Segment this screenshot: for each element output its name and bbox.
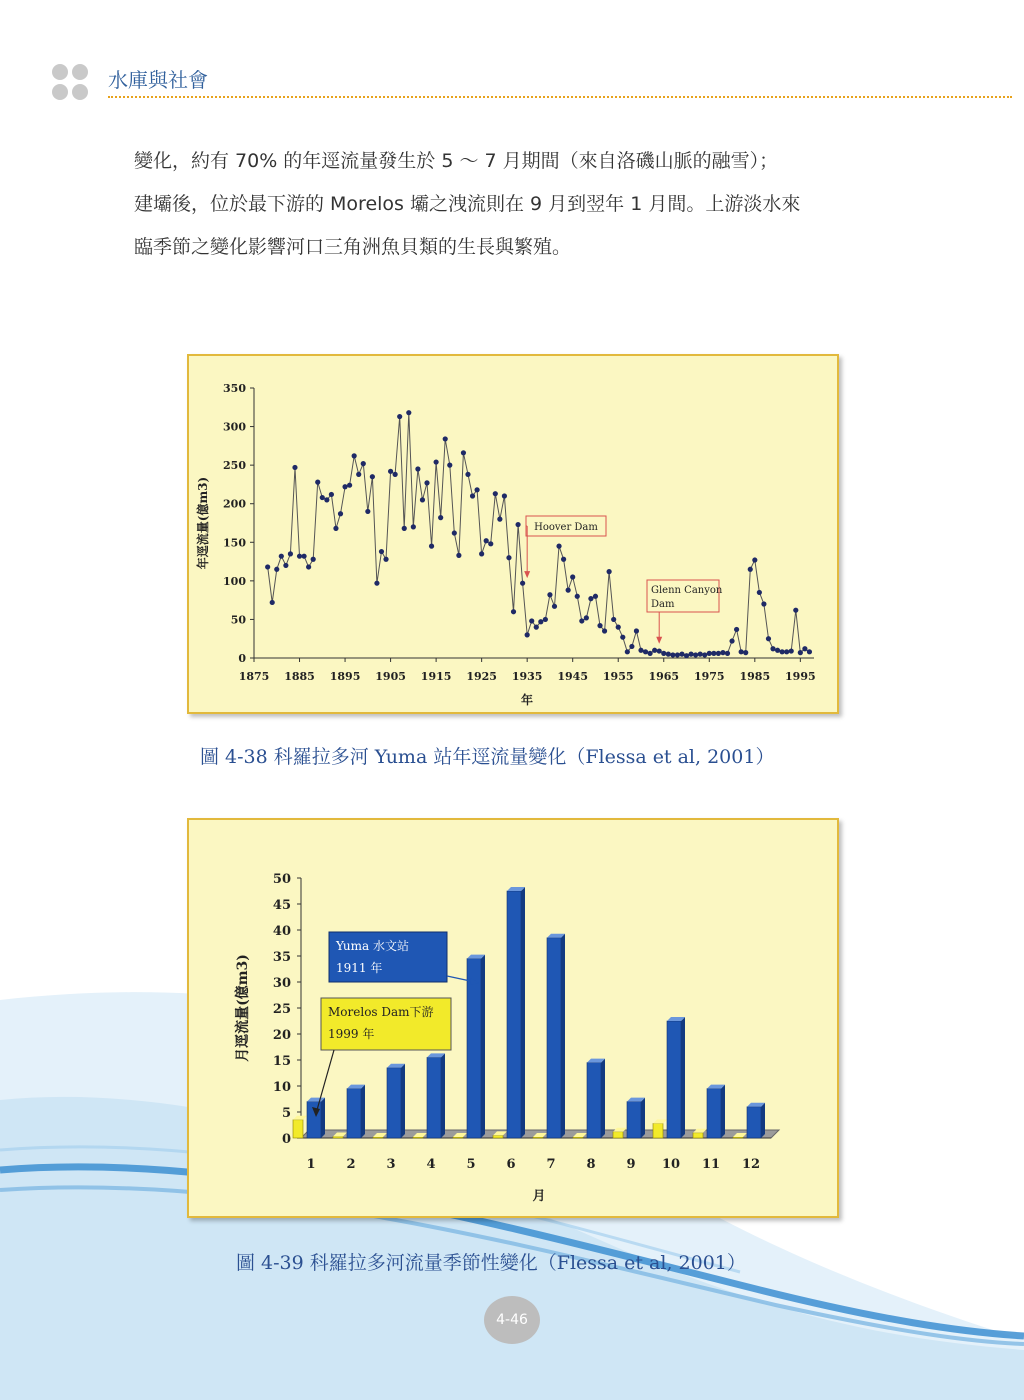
data-point [520, 581, 525, 586]
bar-yuma [587, 1063, 601, 1138]
data-point [283, 563, 288, 568]
x-tick-label: 11 [701, 1157, 721, 1172]
data-point [338, 511, 343, 516]
data-point [511, 609, 516, 614]
bar-morelos [333, 1136, 343, 1138]
data-point [702, 652, 707, 657]
data-point [593, 594, 598, 599]
data-point [775, 648, 780, 653]
data-point [743, 650, 748, 655]
data-point [616, 625, 621, 630]
data-point [538, 619, 543, 624]
page-number: 4-46 [484, 1296, 540, 1344]
bar-side [361, 1085, 365, 1138]
y-tick-label: 10 [272, 1080, 291, 1095]
data-point [780, 649, 785, 654]
data-point [438, 515, 443, 520]
data-point [424, 480, 429, 485]
y-tick-label: 350 [223, 382, 246, 395]
data-point [652, 648, 657, 653]
data-point [739, 649, 744, 654]
data-point [365, 509, 370, 514]
data-point [748, 567, 753, 572]
y-tick-label: 200 [223, 497, 246, 511]
data-point [711, 651, 716, 656]
data-point [434, 459, 439, 464]
bar-top [653, 1119, 667, 1123]
y-axis-label: 月逕流量(億m3) [235, 954, 251, 1062]
data-point [388, 469, 393, 474]
data-point [688, 652, 693, 657]
data-point [447, 463, 452, 468]
y-tick-label: 5 [281, 1106, 291, 1121]
annotation-glenn-canyon: Glenn Canyon [651, 585, 723, 596]
y-tick-label: 0 [238, 652, 246, 665]
data-point [761, 601, 766, 606]
x-tick-label: 1925 [466, 670, 497, 683]
x-tick-label: 1875 [238, 670, 270, 683]
x-tick-label: 2 [346, 1157, 356, 1172]
data-point [661, 651, 666, 656]
bar-side [601, 1059, 605, 1138]
data-point [675, 652, 680, 657]
data-point [402, 526, 407, 531]
data-point [479, 551, 484, 556]
y-tick-label: 30 [272, 976, 291, 991]
y-tick-label: 300 [223, 420, 246, 434]
data-point [379, 549, 384, 554]
y-axis-label: 年逕流量(億m3) [196, 476, 210, 570]
data-point [320, 495, 325, 500]
bar-morelos [453, 1137, 463, 1138]
data-point [443, 436, 448, 441]
data-point [515, 522, 520, 527]
data-point [634, 628, 639, 633]
data-point [547, 592, 552, 597]
data-point [575, 594, 580, 599]
bar-morelos [653, 1123, 663, 1138]
data-point [270, 600, 275, 605]
annotation-dam: Dam [651, 599, 675, 610]
annual-flow-chart [189, 356, 837, 712]
legend-yuma-line1: Yuma 水文站 [336, 939, 409, 953]
x-tick-label: 1935 [511, 670, 543, 683]
data-point [579, 618, 584, 623]
data-point [534, 625, 539, 630]
data-point [529, 618, 534, 623]
bar-yuma [667, 1021, 681, 1138]
legend-morelos-line1: Morelos Dam下游 [328, 1005, 434, 1019]
data-point [411, 524, 416, 529]
legend-pointer-morelos [317, 1050, 334, 1110]
page-header [52, 62, 1012, 102]
y-tick-label: 15 [272, 1054, 291, 1069]
data-point [716, 651, 721, 656]
data-point [698, 652, 703, 657]
x-tick-label: 1885 [284, 670, 315, 683]
header-title: 水庫與社會 [108, 68, 208, 92]
data-point [315, 480, 320, 485]
arrowhead [656, 637, 662, 644]
y-tick-label: 100 [223, 574, 246, 588]
data-point [757, 590, 762, 595]
x-tick-label: 1965 [648, 670, 680, 683]
data-point [725, 651, 730, 656]
data-point [766, 636, 771, 641]
data-point [506, 555, 511, 560]
y-tick-label: 150 [223, 536, 246, 550]
data-point [611, 617, 616, 622]
data-point [597, 623, 602, 628]
bar-yuma [547, 938, 561, 1138]
data-point [670, 652, 675, 657]
bar-side [321, 1098, 325, 1138]
bar-yuma [467, 959, 481, 1138]
x-tick-label: 10 [661, 1157, 681, 1172]
data-point [802, 646, 807, 651]
data-point [484, 538, 489, 543]
data-point [461, 450, 466, 455]
data-point [789, 648, 794, 653]
x-tick-label: 1 [306, 1157, 316, 1172]
x-tick-label: 3 [386, 1157, 396, 1172]
body-text [134, 140, 924, 269]
data-point [333, 526, 338, 531]
bar-side [401, 1064, 405, 1138]
bar-yuma [627, 1102, 641, 1138]
x-tick-label: 1895 [329, 670, 361, 683]
data-point [643, 649, 648, 654]
body-line: 臨季節之變化影響河口三角洲魚貝類的生長與繁殖。 [134, 236, 572, 258]
data-point [279, 554, 284, 559]
data-point [288, 551, 293, 556]
data-point [406, 410, 411, 415]
data-point [383, 557, 388, 562]
data-point [352, 453, 357, 458]
data-point [679, 652, 684, 657]
bar-side [521, 887, 525, 1138]
data-point [647, 651, 652, 656]
data-point [488, 541, 493, 546]
bar-morelos [373, 1137, 383, 1138]
bar-side [441, 1053, 445, 1138]
bar-morelos [493, 1135, 503, 1138]
data-point [729, 638, 734, 643]
data-point [374, 581, 379, 586]
y-tick-label: 35 [272, 950, 291, 965]
data-point [329, 492, 334, 497]
data-point [470, 493, 475, 498]
x-tick-label: 7 [546, 1157, 556, 1172]
x-tick-label: 8 [586, 1157, 596, 1172]
data-point [607, 569, 612, 574]
bar-yuma [427, 1057, 441, 1138]
data-point [629, 644, 634, 649]
y-tick-label: 0 [281, 1132, 291, 1147]
data-point [301, 554, 306, 559]
data-point [657, 648, 662, 653]
data-point [474, 487, 479, 492]
x-tick-label: 6 [506, 1157, 516, 1172]
data-point [570, 574, 575, 579]
data-point [784, 649, 789, 654]
x-tick-label: 1985 [739, 670, 771, 683]
data-point [566, 588, 571, 593]
x-axis-label: 月 [532, 1189, 546, 1204]
header-divider [108, 96, 1012, 98]
data-point [452, 530, 457, 535]
data-point [525, 632, 530, 637]
bar-yuma [347, 1089, 361, 1138]
data-point [620, 635, 625, 640]
data-point [752, 557, 757, 562]
bar-morelos [573, 1137, 583, 1138]
annotation-hoover-dam: Hoover Dam [534, 522, 598, 533]
body-line: 建壩後，位於最下游的 Morelos 壩之洩流則在 9 月到翌年 1 月間。上游淡水來 [134, 193, 801, 215]
bar-yuma [387, 1068, 401, 1138]
legend-morelos-line2: 1999 年 [328, 1027, 375, 1041]
data-point [465, 472, 470, 477]
data-point [306, 564, 311, 569]
seasonal-flow-chart-frame [187, 818, 839, 1218]
data-point [292, 465, 297, 470]
data-point [625, 649, 630, 654]
bar-side [641, 1098, 645, 1138]
y-tick-label: 50 [230, 613, 246, 627]
data-point [311, 557, 316, 562]
data-point [297, 554, 302, 559]
bar-side [721, 1085, 725, 1138]
data-point [798, 650, 803, 655]
data-point [552, 604, 557, 609]
legend-yuma-line2: 1911 年 [336, 961, 383, 975]
data-point [342, 484, 347, 489]
data-point [456, 553, 461, 558]
data-point [638, 648, 643, 653]
data-point [502, 493, 507, 498]
data-point [370, 474, 375, 479]
data-point [720, 650, 725, 655]
data-point [347, 483, 352, 488]
bar-yuma [507, 891, 521, 1138]
bar-morelos [413, 1137, 423, 1138]
data-point [561, 557, 566, 562]
x-tick-label: 9 [626, 1157, 636, 1172]
bar-morelos [733, 1137, 743, 1138]
data-point [588, 596, 593, 601]
x-tick-label: 1905 [375, 670, 406, 683]
x-tick-label: 1915 [420, 670, 452, 683]
data-point [361, 461, 366, 466]
seasonal-flow-chart [189, 820, 837, 1216]
data-point [274, 567, 279, 572]
x-tick-label: 5 [466, 1157, 476, 1172]
bar-yuma [707, 1089, 721, 1138]
header-dots-icon [52, 64, 92, 104]
data-point [734, 627, 739, 632]
y-tick-label: 25 [272, 1002, 291, 1017]
data-point [556, 544, 561, 549]
data-point [602, 628, 607, 633]
data-point [415, 466, 420, 471]
data-point [693, 652, 698, 657]
data-point [397, 414, 402, 419]
data-point [493, 491, 498, 496]
x-tick-label: 1945 [557, 670, 589, 683]
x-tick-label: 1975 [693, 670, 725, 683]
x-tick-label: 1955 [602, 670, 634, 683]
bar-morelos [693, 1133, 703, 1138]
y-tick-label: 20 [272, 1028, 291, 1043]
bar-yuma [307, 1102, 321, 1138]
arrowhead [524, 571, 530, 578]
data-point [807, 649, 812, 654]
bar-side [761, 1103, 765, 1138]
bar-morelos [533, 1137, 543, 1138]
data-point [770, 646, 775, 651]
data-point [420, 497, 425, 502]
bar-yuma [747, 1107, 761, 1138]
x-tick-label: 4 [426, 1157, 436, 1172]
bar-side [561, 934, 565, 1138]
bar-side [681, 1017, 685, 1138]
y-tick-label: 45 [272, 898, 291, 913]
body-line: 變化，約有 70% 的年逕流量發生於 5 ～ 7 月期間（來自洛磯山脈的融雪）； [134, 150, 779, 172]
data-point [324, 497, 329, 502]
x-tick-label: 1995 [785, 670, 816, 683]
annual-flow-chart-frame [187, 354, 839, 714]
data-point [429, 544, 434, 549]
bar-morelos [293, 1120, 303, 1138]
data-point [356, 472, 361, 477]
data-point [666, 652, 671, 657]
data-point [793, 608, 798, 613]
bar-side [481, 955, 485, 1138]
bar-morelos [613, 1132, 623, 1138]
data-point [684, 653, 689, 658]
data-point [584, 615, 589, 620]
data-point [707, 651, 712, 656]
y-tick-label: 250 [223, 459, 246, 473]
bar-top [293, 1116, 307, 1120]
data-point [543, 617, 548, 622]
x-axis-label: 年 [520, 693, 534, 707]
figure-caption-4-38: 圖 4-38 科羅拉多河 Yuma 站年逕流量變化（Flessa et al, 2001） [200, 746, 775, 768]
figure-caption-4-39: 圖 4-39 科羅拉多河流量季節性變化（Flessa et al, 2001） [236, 1252, 746, 1274]
data-point [497, 517, 502, 522]
data-point [265, 564, 270, 569]
y-tick-label: 50 [272, 872, 291, 887]
y-tick-label: 40 [272, 924, 291, 939]
data-point [393, 472, 398, 477]
x-tick-label: 12 [741, 1157, 761, 1172]
